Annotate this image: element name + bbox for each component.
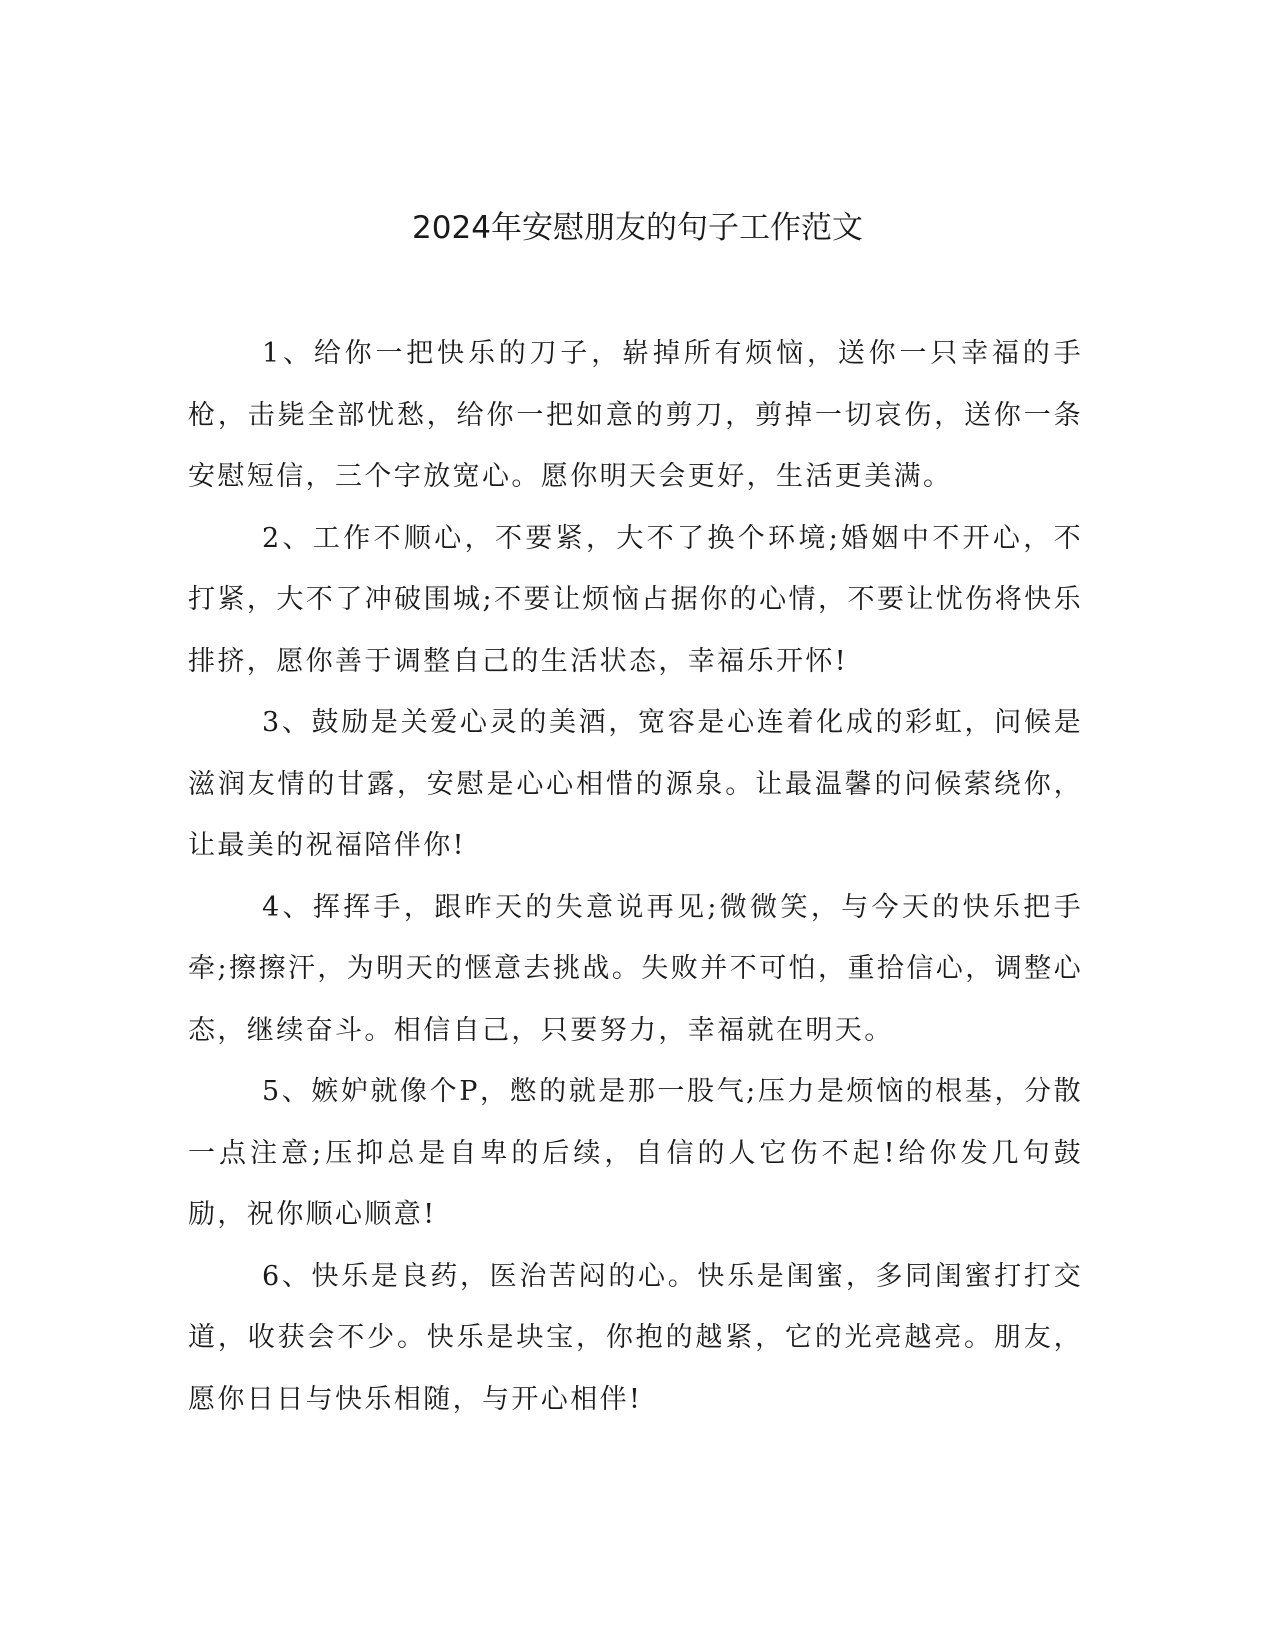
document-title: 2024年安慰朋友的句子工作范文 bbox=[412, 210, 863, 246]
paragraph-3: 3、鼓励是关爱心灵的美酒，宽容是心连着化成的彩虹，问候是滋润友情的甘露，安慰是心心相惜的源泉。让最温馨的问候萦绕你，让最美的祝福陪伴你! bbox=[188, 707, 1083, 861]
paragraph-6: 6、快乐是良药，医治苦闷的心。快乐是闺蜜，多同闺蜜打打交道，收获会不少。快乐是块宝，你抱的越紧，它的光亮越亮。朋友，愿你日日与快乐相随，与开心相伴! bbox=[188, 1260, 1083, 1415]
paragraph-2: 2、工作不顺心，不要紧，大不了换个环境;婚姻中不开心，不打紧，大不了冲破围城;不要让烦恼占据你的心情，不要让忧伤将快乐排挤，愿你善于调整自己的生活状态，幸福乐开怀! bbox=[188, 522, 1083, 677]
paragraph-4: 4、挥挥手，跟昨天的失意说再见;微微笑，与今天的快乐把手牵;擦擦汗，为明天的惬意去挑战。失败并不可怕，重拾信心，调整心态，继续奋斗。相信自己，只要努力，幸福就在明天。 bbox=[188, 891, 1083, 1046]
paragraph-1: 1、给你一把快乐的刀子，崭掉所有烦恼，送你一只幸福的手枪，击毙全部忧愁，给你一把如意的剪刀，剪掉一切哀伤，送你一条安慰短信，三个字放宽心。愿你明天会更好，生活更美满。 bbox=[188, 338, 1083, 492]
document-body bbox=[188, 323, 1083, 1430]
paragraph-5: 5、嫉妒就像个P，憋的就是那一股气;压力是烦恼的根基，分散一点注意;压抑总是自卑的后续，自信的人它伤不起!给你发几句鼓励，祝你顺心顺意! bbox=[188, 1076, 1083, 1230]
